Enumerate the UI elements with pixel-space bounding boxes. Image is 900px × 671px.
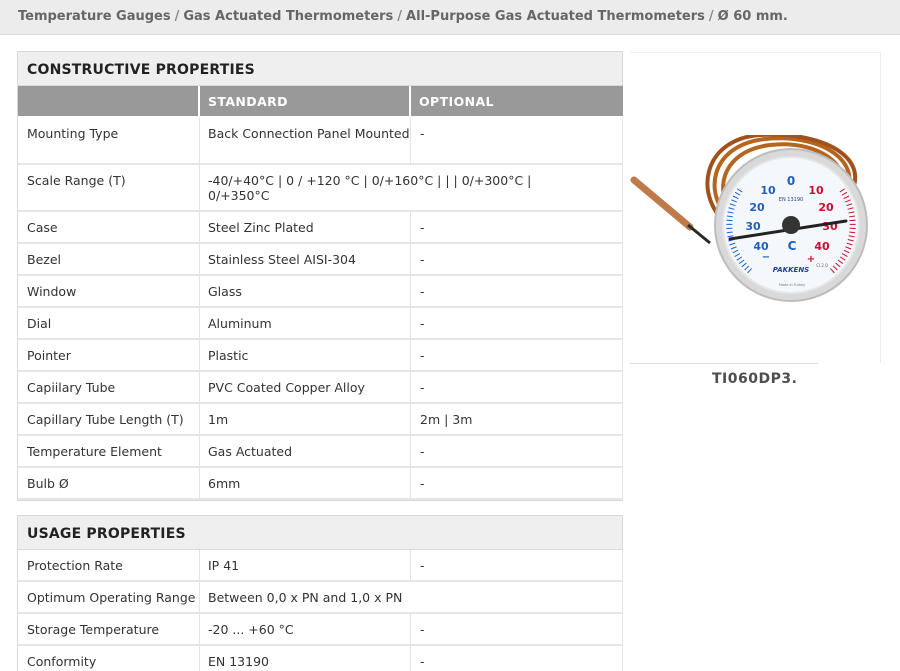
table-row [18, 436, 623, 468]
column-header-standard: STANDARD [200, 86, 411, 118]
optional-value: - [411, 244, 623, 276]
property-name: Window [18, 276, 200, 308]
standard-value: Stainless Steel AISI-304 [200, 244, 411, 276]
property-name: Dial [18, 308, 200, 340]
breadcrumb-item-all-purpose[interactable]: All-Purpose Gas Actuated Thermometers [406, 9, 705, 24]
optional-value: - [411, 436, 623, 468]
standard-value: -40/+40°C | 0 / +120 °C | 0/+160°C | | | 0/+300°C | 0/+350°C [200, 165, 623, 212]
standard-value: PVC Coated Copper Alloy [200, 372, 411, 404]
optional-value: - [411, 468, 623, 500]
optional-value: - [411, 308, 623, 340]
unit-label: C [787, 239, 797, 253]
property-name: Mounting Type [18, 118, 200, 165]
scale-label-zero: 0 [786, 174, 796, 188]
usage-properties-section [17, 515, 623, 671]
bulb-cable-image [688, 225, 710, 243]
scale-label-right-30: 30 [822, 220, 838, 233]
breadcrumb-separator: / [174, 9, 180, 24]
property-name: Scale Range (T) [18, 165, 200, 212]
scale-label-left-20: 20 [749, 201, 765, 214]
optional-value: - [411, 340, 623, 372]
standard-value: Gas Actuated [200, 436, 411, 468]
section-title-constructive: CONSTRUCTIVE PROPERTIES [18, 52, 622, 86]
standard-value: Steel Zinc Plated [200, 212, 411, 244]
section-title-usage: USAGE PROPERTIES [18, 516, 622, 550]
property-name: Case [18, 212, 200, 244]
optional-value: - [411, 212, 623, 244]
optional-value: - [411, 276, 623, 308]
scale-label-left-10: 10 [760, 184, 776, 197]
standard-value: 1m [200, 404, 411, 436]
property-name: Pointer [18, 340, 200, 372]
table-row [18, 276, 623, 308]
table-row [18, 404, 623, 436]
table-row [18, 244, 623, 276]
property-name: Bezel [18, 244, 200, 276]
property-name: Bulb Ø [18, 468, 200, 500]
table-row [18, 468, 623, 500]
breadcrumb [0, 0, 900, 35]
table-row [18, 165, 623, 212]
column-header-optional: OPTIONAL [411, 86, 623, 118]
optional-value: - [411, 550, 623, 582]
breadcrumb-item-gas-actuated-thermometers[interactable]: Gas Actuated Thermometers [183, 9, 394, 24]
breadcrumb-separator: / [397, 9, 403, 24]
table-row [18, 550, 623, 582]
standard-value: Back Connection Panel Mounted [200, 118, 411, 165]
standard-value: -20 ... +60 °C [200, 614, 411, 646]
pointer-hub [782, 216, 800, 234]
table-row [18, 646, 623, 671]
constructive-properties-section [17, 51, 623, 501]
standard-mark: EN 13190 [778, 197, 804, 203]
constructive-properties-table [18, 86, 623, 500]
property-name: Protection Rate [18, 550, 200, 582]
property-name: Temperature Element [18, 436, 200, 468]
scale-label-right-40: 40 [814, 240, 830, 253]
standard-value: Glass [200, 276, 411, 308]
property-name: Conformity [18, 646, 200, 671]
product-code: TI060DP3. [712, 371, 798, 387]
minus-sign: − [761, 252, 771, 263]
table-row [18, 614, 623, 646]
property-name: Optimum Operating Range [18, 582, 200, 614]
optional-value: - [411, 372, 623, 404]
standard-value: EN 13190 [200, 646, 411, 671]
brand-logo: PAKKENS [772, 266, 810, 274]
standard-value: Between 0,0 x PN and 1,0 x PN [200, 582, 623, 614]
standard-value: 6mm [200, 468, 411, 500]
breadcrumb-separator: / [708, 9, 714, 24]
breadcrumb-current: Ø 60 mm. [717, 9, 788, 24]
standard-value: Plastic [200, 340, 411, 372]
scale-label-right-20: 20 [818, 201, 834, 214]
scale-label-left-40: 40 [753, 240, 769, 253]
table-row [18, 212, 623, 244]
optional-value: - [411, 646, 623, 671]
table-row [18, 308, 623, 340]
optional-value: 2m | 3m [411, 404, 623, 436]
usage-properties-table [18, 550, 623, 671]
column-header-property [18, 86, 200, 118]
table-row [18, 118, 623, 165]
table-row [18, 372, 623, 404]
optional-value: - [411, 614, 623, 646]
property-name: Capiilary Tube [18, 372, 200, 404]
property-name: Storage Temperature [18, 614, 200, 646]
standard-value: IP 41 [200, 550, 411, 582]
thermometer-image[interactable] [630, 135, 882, 315]
divider [630, 363, 818, 364]
optional-value: - [411, 118, 623, 165]
table-row [18, 582, 623, 614]
scale-label-left-30: 30 [745, 220, 761, 233]
table-row [18, 340, 623, 372]
property-name: Capillary Tube Length (T) [18, 404, 200, 436]
accuracy-class: Cl.2.0 [816, 263, 828, 268]
made-in-label: Made in Turkey [778, 283, 806, 287]
scale-label-right-10: 10 [808, 184, 824, 197]
bulb-probe-image [634, 180, 690, 227]
plus-sign: + [806, 254, 816, 265]
breadcrumb-item-temperature-gauges[interactable]: Temperature Gauges [18, 9, 171, 24]
standard-value: Aluminum [200, 308, 411, 340]
